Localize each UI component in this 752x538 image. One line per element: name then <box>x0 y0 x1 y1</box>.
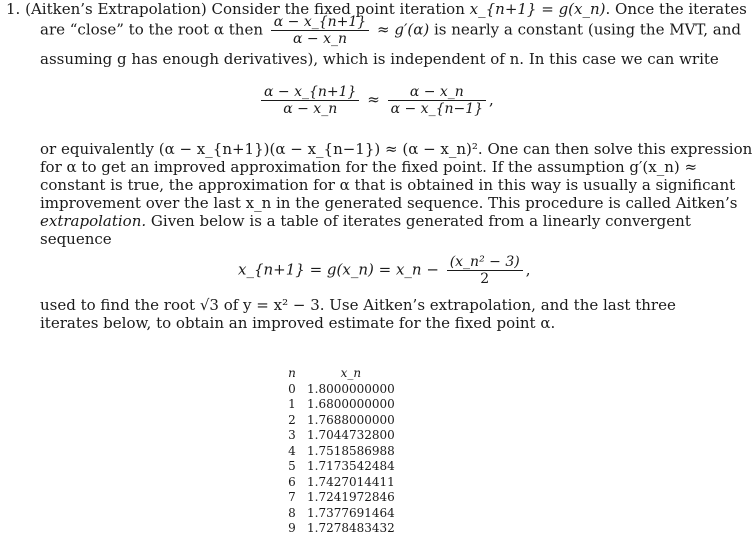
display-left-fraction <box>261 84 359 117</box>
ratio-numerator: α − x_{n+1} <box>273 14 367 30</box>
table-row <box>283 428 395 444</box>
row-n: 4 <box>288 443 296 458</box>
iteration-formula: x_{n+1} = g(x_n) <box>469 0 606 18</box>
para2-line-3: constant is true, the approximation for α that is obtained in this way is usually a significant <box>40 176 736 194</box>
row-x: 1.7044732800 <box>307 428 395 442</box>
sequence-denominator: 2 <box>447 270 523 287</box>
para3-line-1: used to find the root √3 of y = x² − 3. Use Aitken’s extrapolation, and the last three <box>40 296 676 314</box>
display-approx: ≈ <box>367 90 380 109</box>
sequence-fraction <box>447 254 523 287</box>
problem-line-2 <box>40 14 741 47</box>
table-row <box>283 459 395 475</box>
display-comma: , <box>489 90 494 109</box>
row-x: 1.6800000000 <box>307 397 395 411</box>
row-n: 5 <box>288 459 296 473</box>
para2-line-4: improvement over the last x_n in the generated sequence. This procedure is called Aitken’s <box>40 194 738 212</box>
row-n: 3 <box>288 428 296 442</box>
display-left-numerator: α − x_{n+1} <box>264 84 357 100</box>
approx-derivative: ≈ g′(α) <box>377 20 430 39</box>
sentence-1-tail: . Once the iterates <box>605 0 747 18</box>
para2-line-5 <box>40 212 691 230</box>
sequence-equation <box>238 254 530 287</box>
row-n: 7 <box>288 490 296 504</box>
row-x: 1.7518586988 <box>307 443 395 458</box>
table-row <box>283 382 395 398</box>
sequence-comma: , <box>525 260 531 279</box>
sequence-numerator: (x_n² − 3) <box>449 254 520 270</box>
row-x: 1.7688000000 <box>307 412 395 427</box>
display-right-denominator: α − x_{n−1} <box>388 100 486 117</box>
aitken-term: extrapolation. <box>40 212 147 230</box>
row-x: 1.7173542484 <box>307 459 395 473</box>
row-x: 1.7427014411 <box>307 474 395 489</box>
problem-number: 1. <box>6 0 21 18</box>
display-left-denominator: α − x_n <box>261 100 359 117</box>
sentence-2-tail: is nearly a constant (using the MVT, and <box>433 20 741 39</box>
para2-line-6: sequence <box>40 230 112 248</box>
problem-title: (Aitken’s Extrapolation) Consider the fixed point iteration <box>25 0 465 18</box>
row-n: 1 <box>288 397 296 411</box>
table-row <box>283 397 395 413</box>
ratio-fraction <box>271 14 369 47</box>
row-x: 1.8000000000 <box>307 381 395 396</box>
iterates-table <box>283 366 395 537</box>
sequence-lhs: x_{n+1} = g(x_n) = x_n − <box>238 260 439 279</box>
row-n: 2 <box>288 412 296 427</box>
table-row <box>283 490 395 506</box>
table-row <box>283 506 395 522</box>
header-x: x_n <box>340 366 362 380</box>
para2-line-2: for α to get an improved approximation for the fixed point. If the assumption g′(x_n) ≈ <box>40 158 698 176</box>
table-row <box>283 521 395 537</box>
ratio-denominator: α − x_n <box>271 30 369 47</box>
table-header-row <box>283 366 395 382</box>
row-x: 1.7241972846 <box>307 490 395 504</box>
table-row <box>283 413 395 429</box>
display-equation <box>258 84 494 117</box>
display-right-fraction <box>388 84 486 117</box>
row-n: 0 <box>288 381 296 396</box>
display-right-numerator: α − x_n <box>409 84 464 100</box>
row-n: 8 <box>288 505 296 520</box>
para2-line-1: or equivalently (α − x_{n+1})(α − x_{n−1}) ≈ (α − x_n)². One can then solve this expression <box>40 140 752 158</box>
sentence-2-head: are “close” to the root α then <box>40 20 263 39</box>
para2-line-5-tail: Given below is a table of iterates generated from a linearly convergent <box>150 212 691 230</box>
table-row <box>283 475 395 491</box>
row-n: 6 <box>288 474 296 489</box>
table-row <box>283 444 395 460</box>
row-n: 9 <box>288 521 296 535</box>
header-n: n <box>288 366 296 380</box>
row-x: 1.7278483432 <box>307 521 395 535</box>
problem-line-3: assuming g has enough derivatives), which is independent of n. In this case we can write <box>40 50 719 68</box>
row-x: 1.7377691464 <box>307 505 395 520</box>
para3-line-2: iterates below, to obtain an improved estimate for the fixed point α. <box>40 314 556 332</box>
